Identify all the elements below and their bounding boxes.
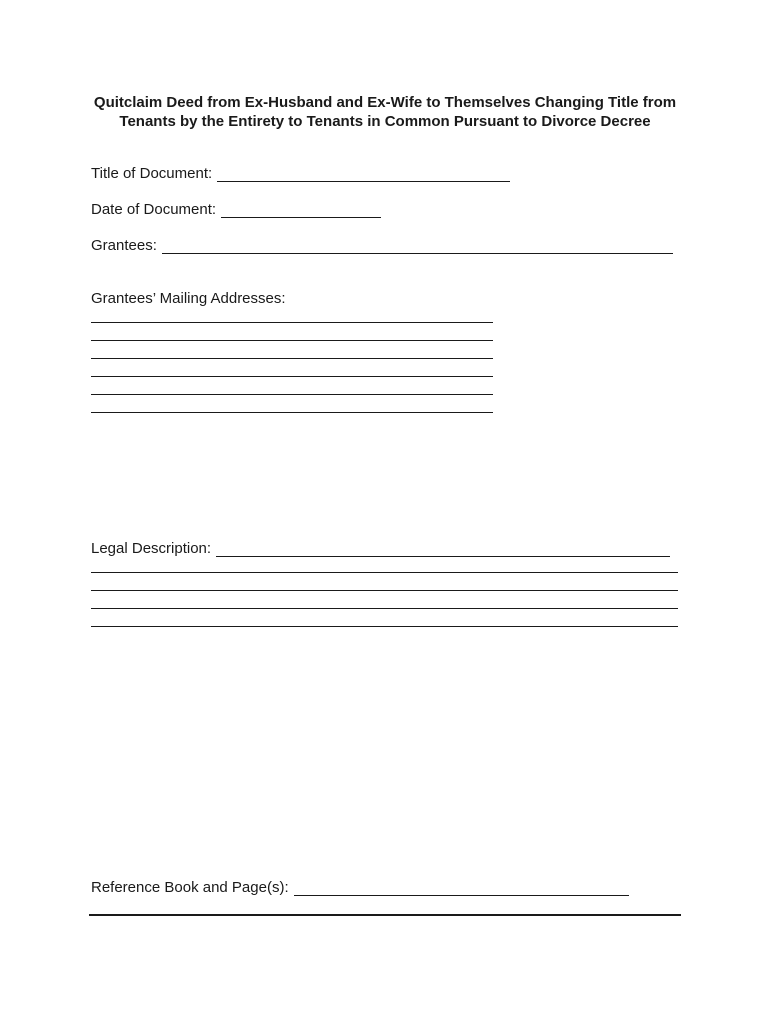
footer-divider	[89, 914, 681, 916]
date-of-document-label: Date of Document:	[91, 201, 217, 218]
legal-description-line-4[interactable]	[91, 626, 678, 627]
title-of-document-label: Title of Document:	[91, 165, 213, 182]
title-of-document-row	[91, 165, 510, 183]
mailing-address-line-1[interactable]	[91, 322, 493, 323]
date-of-document-row	[91, 201, 381, 219]
grantees-field[interactable]	[162, 253, 673, 254]
reference-book-label: Reference Book and Page(s):	[91, 879, 289, 896]
document-title-line-1: Quitclaim Deed from Ex-Husband and Ex-Wife to Themselves Changing Title from	[93, 94, 677, 111]
legal-description-line-3[interactable]	[91, 608, 678, 609]
legal-description-line-2[interactable]	[91, 590, 678, 591]
reference-book-field[interactable]	[294, 895, 629, 896]
legal-description-label: Legal Description:	[91, 540, 212, 557]
legal-description-line-1[interactable]	[91, 572, 678, 573]
grantees-mailing-addresses-label: Grantees’ Mailing Addresses:	[91, 290, 286, 307]
mailing-address-line-3[interactable]	[91, 358, 493, 359]
date-of-document-field[interactable]	[221, 217, 381, 218]
mailing-address-line-6[interactable]	[91, 412, 493, 413]
grantees-row	[91, 237, 673, 255]
reference-book-row	[91, 879, 629, 897]
legal-description-field[interactable]	[216, 556, 670, 557]
mailing-address-line-2[interactable]	[91, 340, 493, 341]
document-title	[40, 93, 730, 131]
mailing-address-line-4[interactable]	[91, 376, 493, 377]
title-of-document-field[interactable]	[217, 181, 510, 182]
mailing-address-line-5[interactable]	[91, 394, 493, 395]
document-title-line-2: Tenants by the Entirety to Tenants in Common Pursuant to Divorce Decree	[119, 113, 651, 130]
legal-description-row	[91, 540, 670, 558]
grantees-label: Grantees:	[91, 237, 157, 254]
